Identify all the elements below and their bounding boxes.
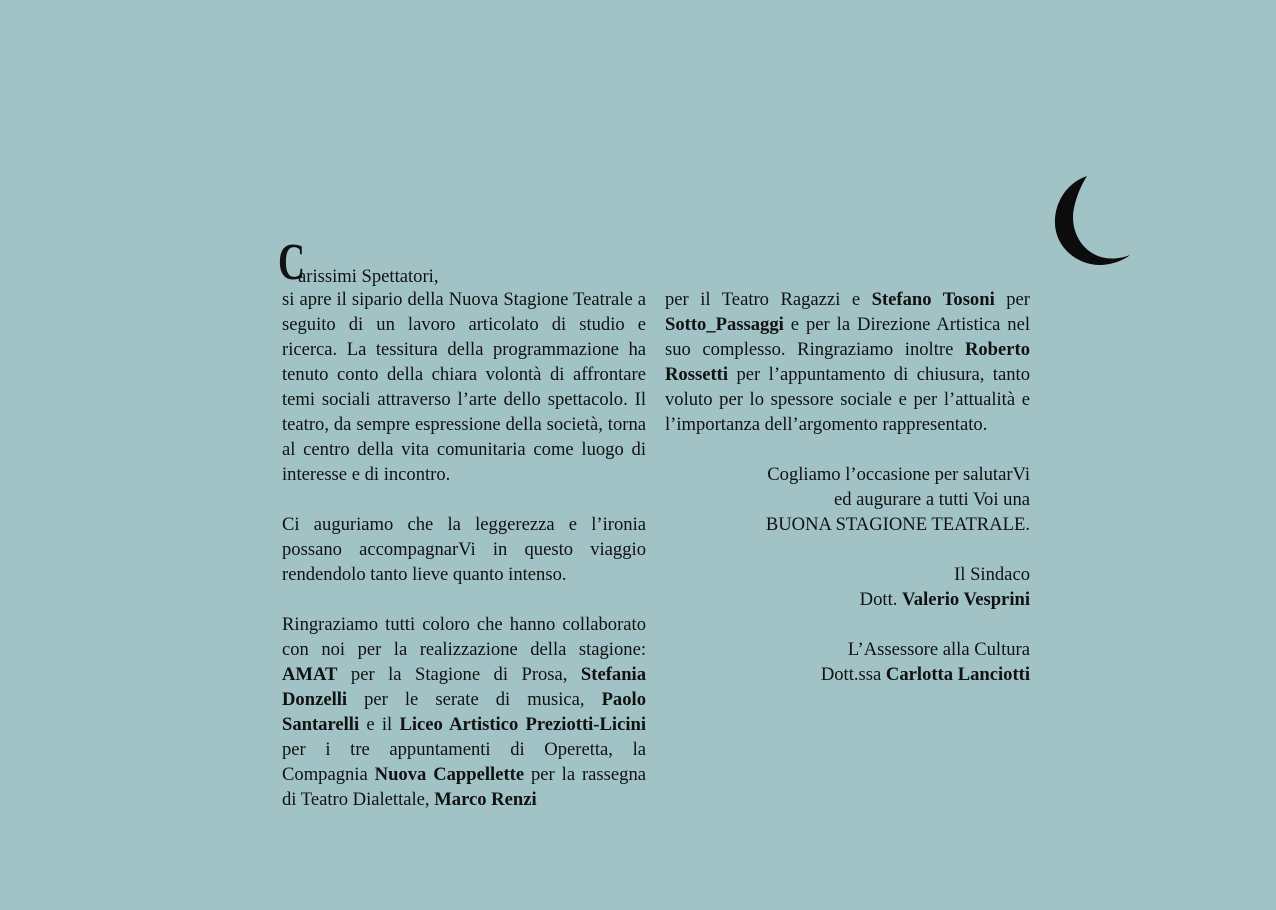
bold-name: Liceo Artistico Preziotti-Licini [399,714,646,735]
bold-name: Paolo Santarelli [282,689,646,735]
right-column [665,287,1030,687]
bold-name: AMAT [282,664,338,685]
bold-name: Stefania Donzelli [282,664,646,710]
bold-name: Sotto_Passaggi [665,314,784,335]
crescent-moon-icon [1050,172,1134,268]
text-run: e per la Direzione Artistica nel suo complesso. Ringraziamo inoltre [665,314,1030,360]
left-column [282,287,646,812]
text-run: e il [359,714,400,735]
mayor-role: Il Sindaco [954,564,1030,585]
text-run: Ringraziamo tutti coloro che hanno collaborato con noi per la realizzazione della stagione: [282,614,646,660]
assessor-title: Dott.ssa [820,664,882,685]
bold-name: Nuova Cappellette [374,764,525,785]
text-run: per le serate di musica, [347,689,602,710]
text-run: per i tre appuntamenti di Operetta, la Compagnia [282,739,646,785]
text-run: per [994,289,1030,310]
paragraph [665,287,1030,437]
mayor-signature [665,562,1030,612]
assessor-signature [665,637,1030,687]
closing-block [665,462,1030,537]
paragraph [282,287,646,487]
mayor-name: Valerio Vesprini [902,589,1030,610]
text-run: si apre il sipario della Nuova Stagione Teatrale a seguito di un lavoro articolato di studio e ricerca. La tessitura della programmazione ha tenuto conto della chiara volontà di affrontare temi sociali attraverso l’arte dello spettacolo. Il teatro, da sempre espressione della società, torna al centro della vita comunitaria come luogo di interesse e di incontro. [282,289,646,485]
closing-line: ed augurare a tutti Voi una [833,489,1030,510]
mayor-title: Dott. [859,589,898,610]
paragraph [282,612,646,812]
drop-cap: C [278,234,306,291]
closing-line: BUONA STAGIONE TEATRALE. [765,514,1030,535]
text-run: per la Stagione di Prosa, [337,664,581,685]
assessor-name: Carlotta Lanciotti [885,664,1030,685]
mayor-name-line [665,587,1030,612]
closing-line: Cogliamo l’occasione per salutarVi [767,464,1030,485]
bold-name: Stefano Tosoni [871,289,995,310]
paragraph [282,512,646,587]
bold-name: Marco Renzi [434,789,537,810]
text-run: per l’appuntamento di chiusura, tanto voluto per lo spessore sociale e per l’attualità e l’importanza dell’argomento rappresentato. [665,364,1030,435]
right-column-body [665,287,1030,437]
assessor-name-line [665,662,1030,687]
assessor-role: L’Assessore alla Cultura [847,639,1030,660]
text-run: per il Teatro Ragazzi e [665,289,872,310]
text-run: per la rassegna di Teatro Dialettale, [282,764,646,810]
text-run: Ci auguriamo che la leggerezza e l’ironia possano accompagnarVi in questo viaggio rendendolo tanto lieve quanto intenso. [282,514,646,585]
bold-name: Roberto Rossetti [665,339,1030,385]
greeting-text: arissimi Spettatori, [298,266,439,287]
